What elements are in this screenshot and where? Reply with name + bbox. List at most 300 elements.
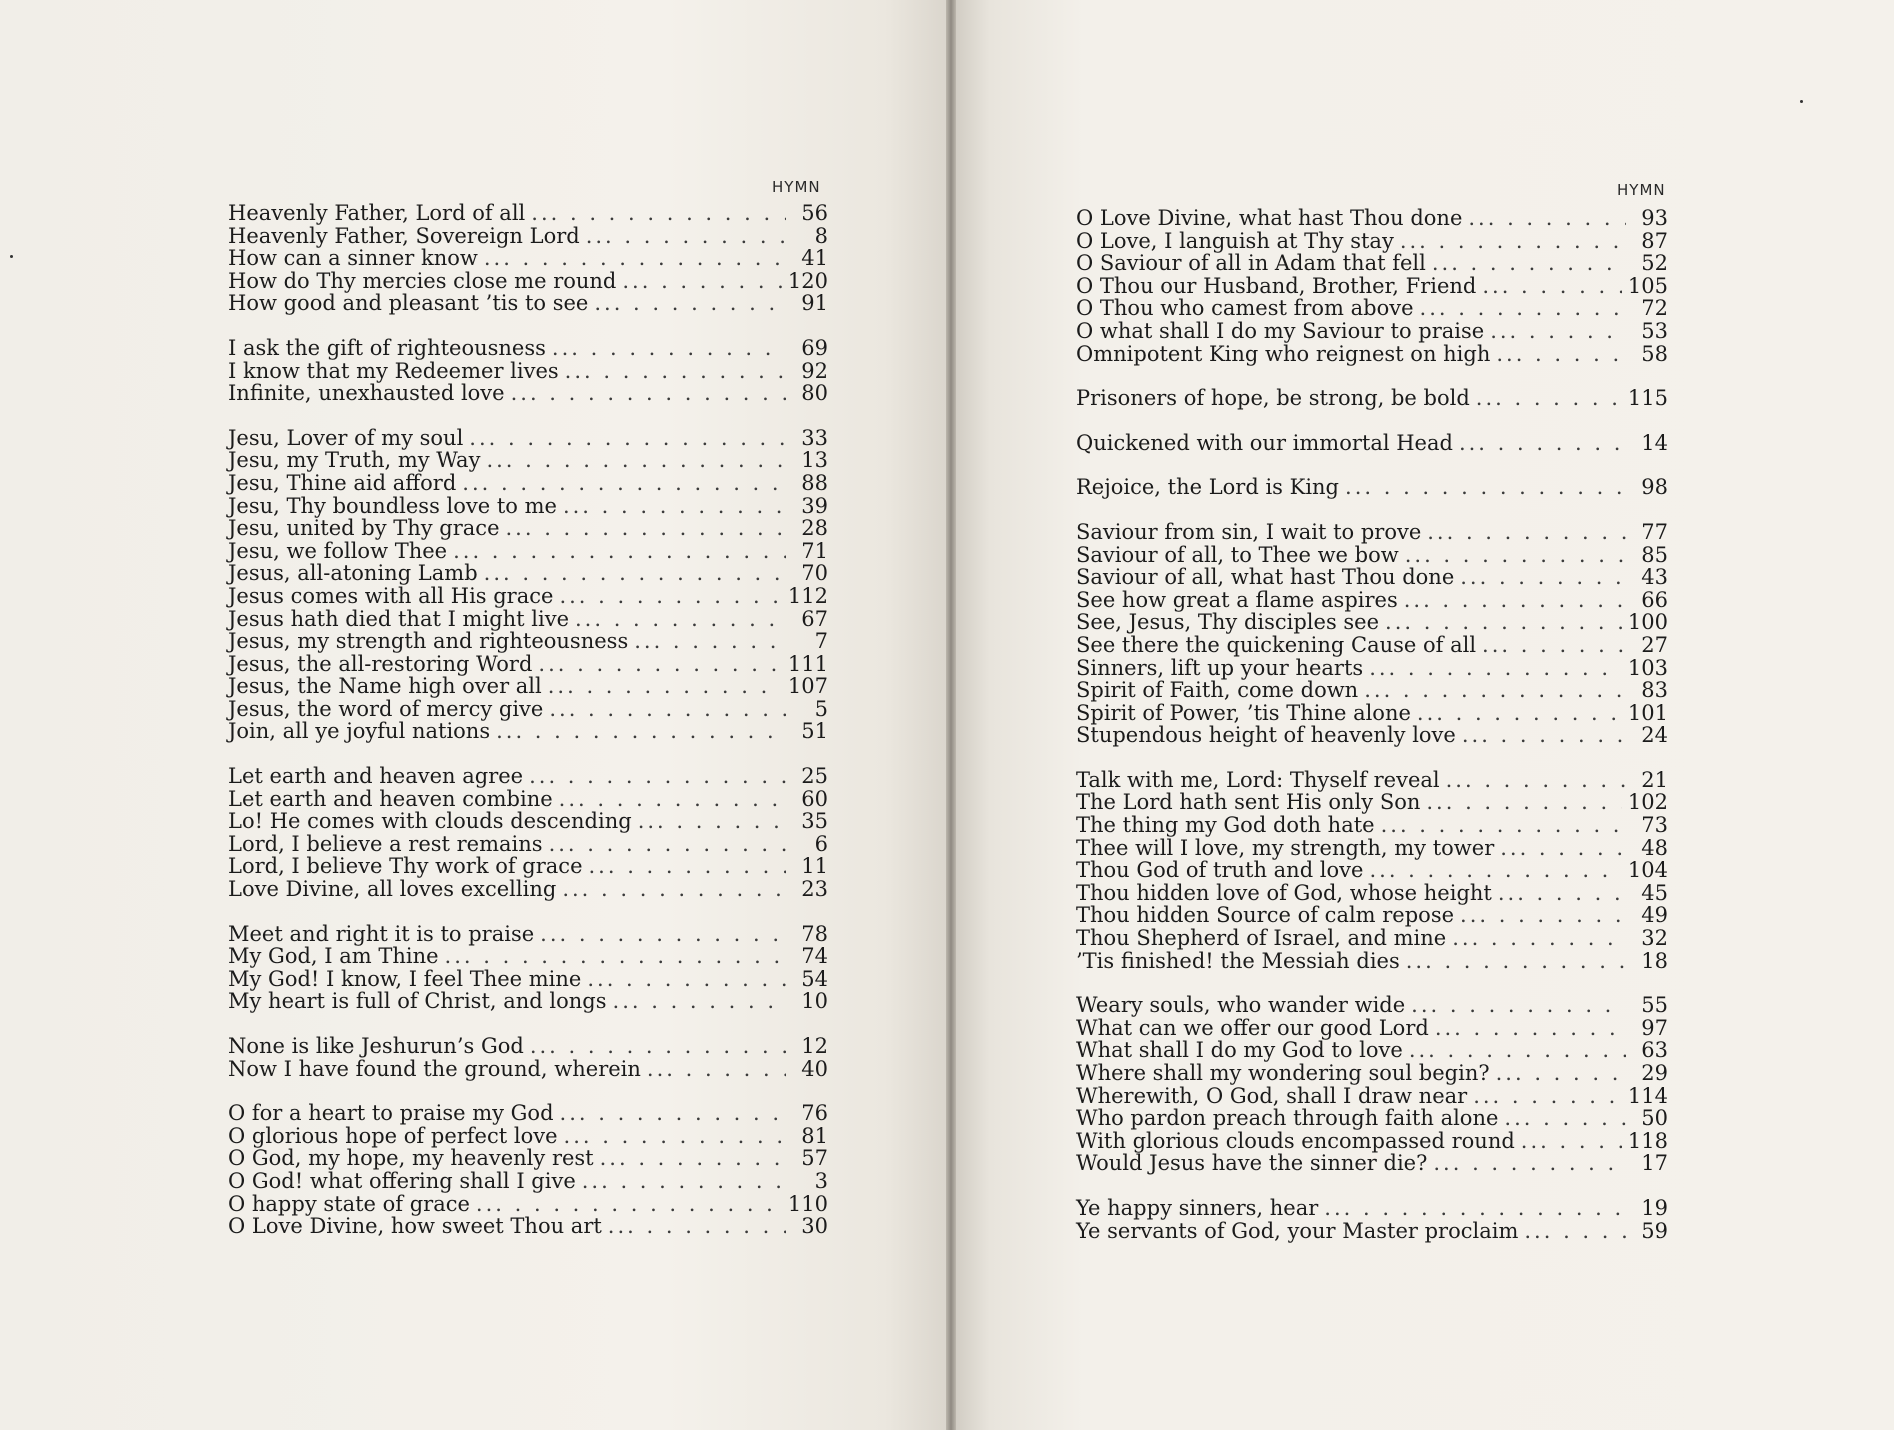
hymn-number: 97	[1641, 1015, 1668, 1040]
dot-leader	[608, 1215, 786, 1238]
hymn-number: 101	[1627, 700, 1668, 725]
hymn-number: 67	[801, 606, 828, 631]
dot-leader	[1473, 1085, 1622, 1108]
index-entry	[228, 833, 828, 856]
index-entry	[228, 517, 828, 540]
hymn-title: Thou God of truth and love	[1076, 858, 1364, 883]
dot-leader	[1411, 994, 1626, 1017]
index-entry	[1076, 611, 1668, 634]
hymn-column-header: HYMN	[1617, 181, 1666, 199]
dot-leader	[1468, 207, 1626, 230]
hymn-number: 92	[801, 358, 828, 383]
index-entry	[1076, 1130, 1668, 1153]
hymn-title: O glorious hope of perfect love	[228, 1123, 558, 1148]
dot-leader	[1409, 1039, 1626, 1062]
dot-leader	[622, 270, 782, 293]
index-entry	[228, 675, 828, 698]
hymn-title: Ye happy sinners, hear	[1076, 1195, 1319, 1220]
hymn-title: Jesus, the all-restoring Word	[228, 651, 533, 676]
index-entry	[228, 1035, 828, 1058]
index-letter-group	[228, 337, 828, 405]
index-entry	[228, 765, 828, 788]
hymn-title: See how great a flame aspires	[1076, 587, 1398, 612]
index-entry	[1076, 657, 1668, 680]
dot-leader	[445, 945, 786, 968]
dot-leader	[638, 810, 786, 833]
dot-leader	[647, 1058, 786, 1081]
index-entry	[1076, 882, 1668, 905]
index-entry	[228, 855, 828, 878]
hymn-number: 104	[1627, 858, 1668, 883]
index-entry	[1076, 904, 1668, 927]
hymn-number: 41	[801, 246, 828, 271]
index-entry	[228, 337, 828, 360]
index-entry	[228, 292, 828, 315]
hymn-number: 114	[1627, 1083, 1668, 1108]
hymn-number: 52	[1641, 251, 1668, 276]
hymn-title: Thee will I love, my strength, my tower	[1076, 835, 1495, 860]
hymn-number: 17	[1641, 1151, 1668, 1176]
hymn-title: Love Divine, all loves excelling	[228, 877, 557, 902]
hymn-number: 98	[1641, 475, 1668, 500]
index-entry	[1076, 994, 1668, 1017]
hymn-number: 111	[787, 651, 828, 676]
index-entry	[228, 1215, 828, 1238]
hymn-title: O happy state of grace	[228, 1191, 470, 1216]
hymn-number: 13	[801, 448, 828, 473]
index-entry	[1076, 476, 1668, 499]
index-entry	[1076, 1107, 1668, 1130]
dot-leader	[484, 247, 786, 270]
index-entry	[1076, 275, 1668, 298]
dot-leader	[540, 923, 786, 946]
hymn-title: How can a sinner know	[228, 246, 478, 271]
right-index-list	[1076, 207, 1668, 1264]
index-entry	[228, 968, 828, 991]
hymn-title: The Lord hath sent His only Son	[1076, 790, 1421, 815]
index-entry	[228, 945, 828, 968]
hymn-title: O God! what offering shall I give	[228, 1168, 576, 1193]
hymn-number: 110	[787, 1191, 828, 1216]
hymn-number: 81	[801, 1123, 828, 1148]
hymn-number: 7	[814, 629, 828, 654]
hymn-title: Lo! He comes with clouds descending	[228, 809, 632, 834]
hymn-number: 115	[1627, 386, 1668, 411]
index-letter-group	[228, 765, 828, 901]
dot-leader	[1460, 904, 1626, 927]
dot-leader	[1490, 320, 1626, 343]
index-entry	[228, 225, 828, 248]
index-entry	[228, 449, 828, 472]
hymn-title: Where shall my wondering soul begin?	[1076, 1061, 1490, 1085]
hymn-title: Jesu, we follow Thee	[228, 538, 448, 563]
index-entry	[228, 1102, 828, 1125]
hymn-title: How good and pleasant ’tis to see	[228, 291, 589, 316]
index-entry	[228, 653, 828, 676]
index-entry	[1076, 252, 1668, 275]
hymn-title: Jesus, the word of mercy give	[228, 696, 544, 721]
dot-leader	[1476, 387, 1622, 410]
dot-leader	[506, 517, 787, 540]
index-entry	[1076, 432, 1668, 455]
hymn-title: My God, I am Thine	[228, 944, 439, 969]
hymn-title: See, Jesus, Thy disciples see	[1076, 610, 1380, 635]
index-entry	[1076, 521, 1668, 544]
hymn-number: 76	[801, 1101, 828, 1126]
dot-leader	[511, 382, 786, 405]
hymn-title: Jesus hath died that I might live	[228, 606, 569, 631]
dot-leader	[529, 765, 786, 788]
index-entry	[1076, 702, 1668, 725]
dot-leader	[538, 653, 782, 676]
dot-leader	[575, 608, 786, 631]
dot-leader	[1482, 275, 1622, 298]
paper-speck	[10, 255, 13, 258]
hymn-number: 58	[1641, 341, 1668, 366]
index-letter-group	[1076, 387, 1668, 410]
hymn-number: 83	[1641, 678, 1668, 703]
hymn-title: The thing my God doth hate	[1076, 813, 1375, 838]
hymn-number: 50	[1641, 1106, 1668, 1131]
index-entry	[228, 1170, 828, 1193]
index-entry	[228, 585, 828, 608]
hymn-title: Rejoice, the Lord is King	[1076, 475, 1340, 500]
index-entry	[1076, 230, 1668, 253]
hymn-number: 60	[801, 786, 828, 811]
index-entry	[1076, 589, 1668, 612]
hymn-number: 11	[801, 854, 828, 879]
hymn-title: Jesus, all-atoning Lamb	[228, 561, 478, 586]
hymn-title: What can we offer our good Lord	[1076, 1015, 1429, 1040]
dot-leader	[549, 698, 786, 721]
hymn-title: Saviour of all, what hast Thou done	[1076, 565, 1455, 590]
hymn-number: 14	[1641, 430, 1668, 455]
hymn-title: None is like Jeshurun’s God	[228, 1034, 524, 1058]
hymn-title: O Thou who camest from above	[1076, 296, 1414, 321]
hymn-title: O Love Divine, what hast Thou done	[1076, 206, 1463, 230]
dot-leader	[1404, 589, 1626, 612]
index-entry	[1076, 724, 1668, 747]
hymn-title: Would Jesus have the sinner die?	[1076, 1151, 1428, 1176]
dot-leader	[462, 472, 786, 495]
dot-leader	[582, 1170, 786, 1193]
index-entry	[228, 788, 828, 811]
hymn-title: Spirit of Power, ’tis Thine alone	[1076, 700, 1411, 725]
dot-leader	[1433, 1152, 1626, 1175]
index-entry	[1076, 297, 1668, 320]
dot-leader	[1524, 1220, 1626, 1243]
dot-leader	[552, 337, 786, 360]
hymn-number: 39	[801, 493, 828, 518]
hymn-title: O Saviour of all in Adam that fell	[1076, 251, 1426, 276]
index-entry	[228, 698, 828, 721]
index-entry	[228, 608, 828, 631]
dot-leader	[1369, 657, 1622, 680]
hymn-title: Jesu, my Truth, my Way	[228, 448, 481, 473]
index-entry	[228, 990, 828, 1013]
index-entry	[228, 1147, 828, 1170]
hymn-number: 33	[801, 425, 828, 450]
dot-leader	[1462, 724, 1626, 747]
hymn-title: Quickened with our immortal Head	[1076, 430, 1453, 455]
index-letter-group	[1076, 769, 1668, 972]
hymn-title: Who pardon preach through faith alone	[1076, 1106, 1499, 1131]
hymn-title: My God! I know, I feel Thee mine	[228, 966, 582, 991]
index-entry	[228, 247, 828, 270]
hymn-title: Jesus, the Name high over all	[228, 674, 542, 699]
index-entry	[228, 382, 828, 405]
dot-leader	[589, 855, 787, 878]
dot-leader	[469, 427, 786, 450]
hymn-title: O God, my hope, my heavenly rest	[228, 1146, 594, 1171]
dot-leader	[563, 495, 786, 518]
hymn-title: My heart is full of Christ, and longs	[228, 989, 607, 1014]
hymn-number: 105	[1627, 273, 1668, 298]
hymn-title: Meet and right it is to praise	[228, 921, 535, 946]
hymn-number: 43	[1641, 565, 1668, 590]
dot-leader	[1460, 566, 1626, 589]
hymn-number: 35	[801, 809, 828, 834]
dot-leader	[1459, 432, 1626, 455]
hymn-number: 12	[801, 1034, 828, 1058]
hymn-number: 5	[814, 696, 828, 721]
index-entry	[1076, 634, 1668, 657]
hymn-number: 93	[1641, 206, 1668, 230]
dot-leader	[453, 540, 786, 563]
index-entry	[228, 540, 828, 563]
hymn-title: Thou hidden Source of calm repose	[1076, 903, 1455, 928]
index-entry	[1076, 1085, 1668, 1108]
index-entry	[1076, 1220, 1668, 1243]
dot-leader	[1400, 230, 1626, 253]
hymn-title: Omnipotent King who reignest on high	[1076, 341, 1491, 366]
dot-leader	[1452, 927, 1626, 950]
hymn-number: 69	[801, 335, 828, 360]
index-entry	[228, 472, 828, 495]
hymn-number: 107	[787, 674, 828, 699]
hymn-title: Jesus, my strength and righteousness	[228, 629, 629, 654]
hymn-title: See there the quickening Cause of all	[1076, 632, 1477, 657]
hymn-number: 24	[1641, 723, 1668, 748]
hymn-title: Join, all ye joyful nations	[228, 719, 491, 744]
dot-leader	[560, 1102, 786, 1125]
hymn-number: 103	[1627, 655, 1668, 680]
right-page	[952, 0, 1894, 1430]
index-entry	[228, 360, 828, 383]
hymn-number: 49	[1641, 903, 1668, 928]
dot-leader	[1504, 1107, 1626, 1130]
dot-leader	[548, 675, 782, 698]
index-entry	[1076, 859, 1668, 882]
hymn-number: 91	[801, 291, 828, 316]
index-entry	[1076, 927, 1668, 950]
dot-leader	[530, 1035, 786, 1058]
index-entry	[1076, 1197, 1668, 1220]
dot-leader	[1432, 252, 1626, 275]
index-entry	[1076, 566, 1668, 589]
index-entry	[1076, 544, 1668, 567]
hymn-number: 59	[1641, 1218, 1668, 1243]
hymn-number: 27	[1641, 632, 1668, 657]
index-entry	[228, 562, 828, 585]
index-entry	[228, 923, 828, 946]
hymn-number: 57	[801, 1146, 828, 1171]
hymn-number: 8	[814, 223, 828, 248]
dot-leader	[565, 360, 786, 383]
left-index-list	[228, 202, 828, 1260]
index-letter-group	[228, 427, 828, 743]
hymn-title: Saviour from sin, I wait to prove	[1076, 519, 1422, 544]
dot-leader	[486, 449, 786, 472]
hymn-number: 71	[801, 538, 828, 563]
dot-leader	[1364, 679, 1626, 702]
hymn-number: 118	[1627, 1128, 1668, 1153]
hymn-number: 3	[814, 1168, 828, 1193]
dot-leader	[1405, 544, 1626, 567]
hymn-title: Jesu, Thy boundless love to me	[228, 493, 557, 518]
hymn-title: Prisoners of hope, be strong, be bold	[1076, 386, 1470, 411]
index-entry	[1076, 1152, 1668, 1175]
hymn-title: Jesus comes with all His grace	[228, 583, 554, 608]
dot-leader	[476, 1193, 782, 1216]
index-letter-group	[1076, 994, 1668, 1175]
hymn-title: Saviour of all, to Thee we bow	[1076, 542, 1399, 567]
hymn-title: Stupendous height of heavenly love	[1076, 723, 1456, 748]
index-entry	[1076, 950, 1668, 973]
hymn-title: I ask the gift of righteousness	[228, 335, 546, 360]
dot-leader	[531, 202, 786, 225]
index-entry	[228, 495, 828, 518]
index-entry	[228, 1058, 828, 1081]
hymn-title: Thou hidden love of God, whose height	[1076, 880, 1492, 905]
dot-leader	[586, 225, 786, 248]
dot-leader	[600, 1147, 786, 1170]
hymn-title: Wherewith, O God, shall I draw near	[1076, 1083, 1468, 1108]
hymn-title: Talk with me, Lord: Thyself reveal	[1076, 767, 1440, 792]
hymn-number: 85	[1641, 542, 1668, 567]
dot-leader	[1496, 343, 1626, 366]
hymn-title: O Love, I languish at Thy stay	[1076, 228, 1394, 253]
index-entry	[1076, 1062, 1668, 1085]
hymn-title: ’Tis finished! the Messiah dies	[1076, 948, 1400, 973]
index-entry	[1076, 387, 1668, 410]
hymn-number: 19	[1641, 1195, 1668, 1220]
hymn-title: Ye servants of God, your Master proclaim	[1076, 1218, 1519, 1243]
hymn-number: 77	[1641, 519, 1668, 544]
dot-leader	[613, 990, 786, 1013]
hymn-title: Lord, I believe Thy work of grace	[228, 854, 583, 879]
hymn-column-header: HYMN	[772, 178, 821, 196]
hymn-number: 40	[801, 1056, 828, 1081]
hymn-title: Heavenly Father, Lord of all	[228, 201, 526, 225]
index-letter-group	[1076, 207, 1668, 365]
dot-leader	[562, 878, 786, 901]
hymn-title: Sinners, lift up your hearts	[1076, 655, 1364, 680]
dot-leader	[1406, 950, 1626, 973]
paper-speck	[1800, 100, 1803, 103]
dot-leader	[1496, 1062, 1626, 1085]
hymn-title: Let earth and heaven agree	[228, 764, 524, 789]
hymn-title: Infinite, unexhausted love	[228, 381, 505, 406]
dot-leader	[1369, 859, 1621, 882]
index-letter-group	[1076, 432, 1668, 455]
hymn-title: Weary souls, who wander wide	[1076, 993, 1406, 1018]
dot-leader	[1417, 702, 1622, 725]
hymn-number: 70	[801, 561, 828, 586]
hymn-title: Spirit of Faith, come down	[1076, 678, 1359, 703]
index-entry	[1076, 343, 1668, 366]
hymn-number: 66	[1641, 587, 1668, 612]
hymn-number: 30	[801, 1214, 828, 1239]
dot-leader	[1435, 1017, 1626, 1040]
hymn-number: 72	[1641, 296, 1668, 321]
index-entry	[228, 202, 828, 225]
hymn-title: Let earth and heaven combine	[228, 786, 553, 811]
hymn-number: 74	[801, 944, 828, 969]
index-letter-group	[228, 202, 828, 315]
index-entry	[1076, 837, 1668, 860]
hymn-number: 18	[1641, 948, 1668, 973]
hymn-number: 53	[1641, 318, 1668, 343]
hymn-number: 112	[787, 583, 828, 608]
dot-leader	[549, 833, 786, 856]
hymn-number: 21	[1641, 767, 1668, 792]
dot-leader	[484, 562, 786, 585]
hymn-number: 23	[801, 877, 828, 902]
index-entry	[1076, 814, 1668, 837]
hymn-number: 29	[1641, 1061, 1668, 1085]
hymn-number: 6	[814, 831, 828, 856]
hymn-title: Thou Shepherd of Israel, and mine	[1076, 926, 1447, 951]
dot-leader	[594, 292, 786, 315]
index-letter-group	[1076, 1197, 1668, 1242]
dot-leader	[1498, 882, 1626, 905]
index-entry	[1076, 791, 1668, 814]
hymn-title: I know that my Redeemer lives	[228, 358, 559, 383]
index-letter-group	[1076, 476, 1668, 499]
hymn-title: What shall I do my God to love	[1076, 1038, 1403, 1063]
hymn-title: How do Thy mercies close me round	[228, 268, 617, 293]
index-letter-group	[228, 923, 828, 1013]
dot-leader	[1521, 1130, 1622, 1153]
dot-leader	[634, 630, 786, 653]
hymn-number: 120	[787, 268, 828, 293]
hymn-title: With glorious clouds encompassed round	[1076, 1128, 1515, 1153]
hymn-number: 73	[1641, 813, 1668, 838]
book-gutter	[946, 0, 956, 1430]
hymn-number: 56	[801, 201, 828, 225]
dot-leader	[1345, 476, 1626, 499]
dot-leader	[1426, 791, 1622, 814]
dot-leader	[1385, 611, 1622, 634]
hymn-number: 87	[1641, 228, 1668, 253]
index-entry	[228, 1125, 828, 1148]
index-entry	[228, 810, 828, 833]
hymn-number: 32	[1641, 926, 1668, 951]
hymn-title: Jesu, Thine aid afford	[228, 470, 457, 495]
hymn-number: 10	[801, 989, 828, 1014]
hymn-number: 28	[801, 516, 828, 541]
index-entry	[1076, 1017, 1668, 1040]
hymn-title: Heavenly Father, Sovereign Lord	[228, 223, 580, 248]
index-entry	[1076, 769, 1668, 792]
hymn-number: 102	[1627, 790, 1668, 815]
hymn-title: O Love Divine, how sweet Thou art	[228, 1214, 602, 1239]
dot-leader	[1324, 1197, 1626, 1220]
dot-leader	[1420, 297, 1626, 320]
dot-leader	[1446, 769, 1626, 792]
hymn-number: 55	[1641, 993, 1668, 1018]
